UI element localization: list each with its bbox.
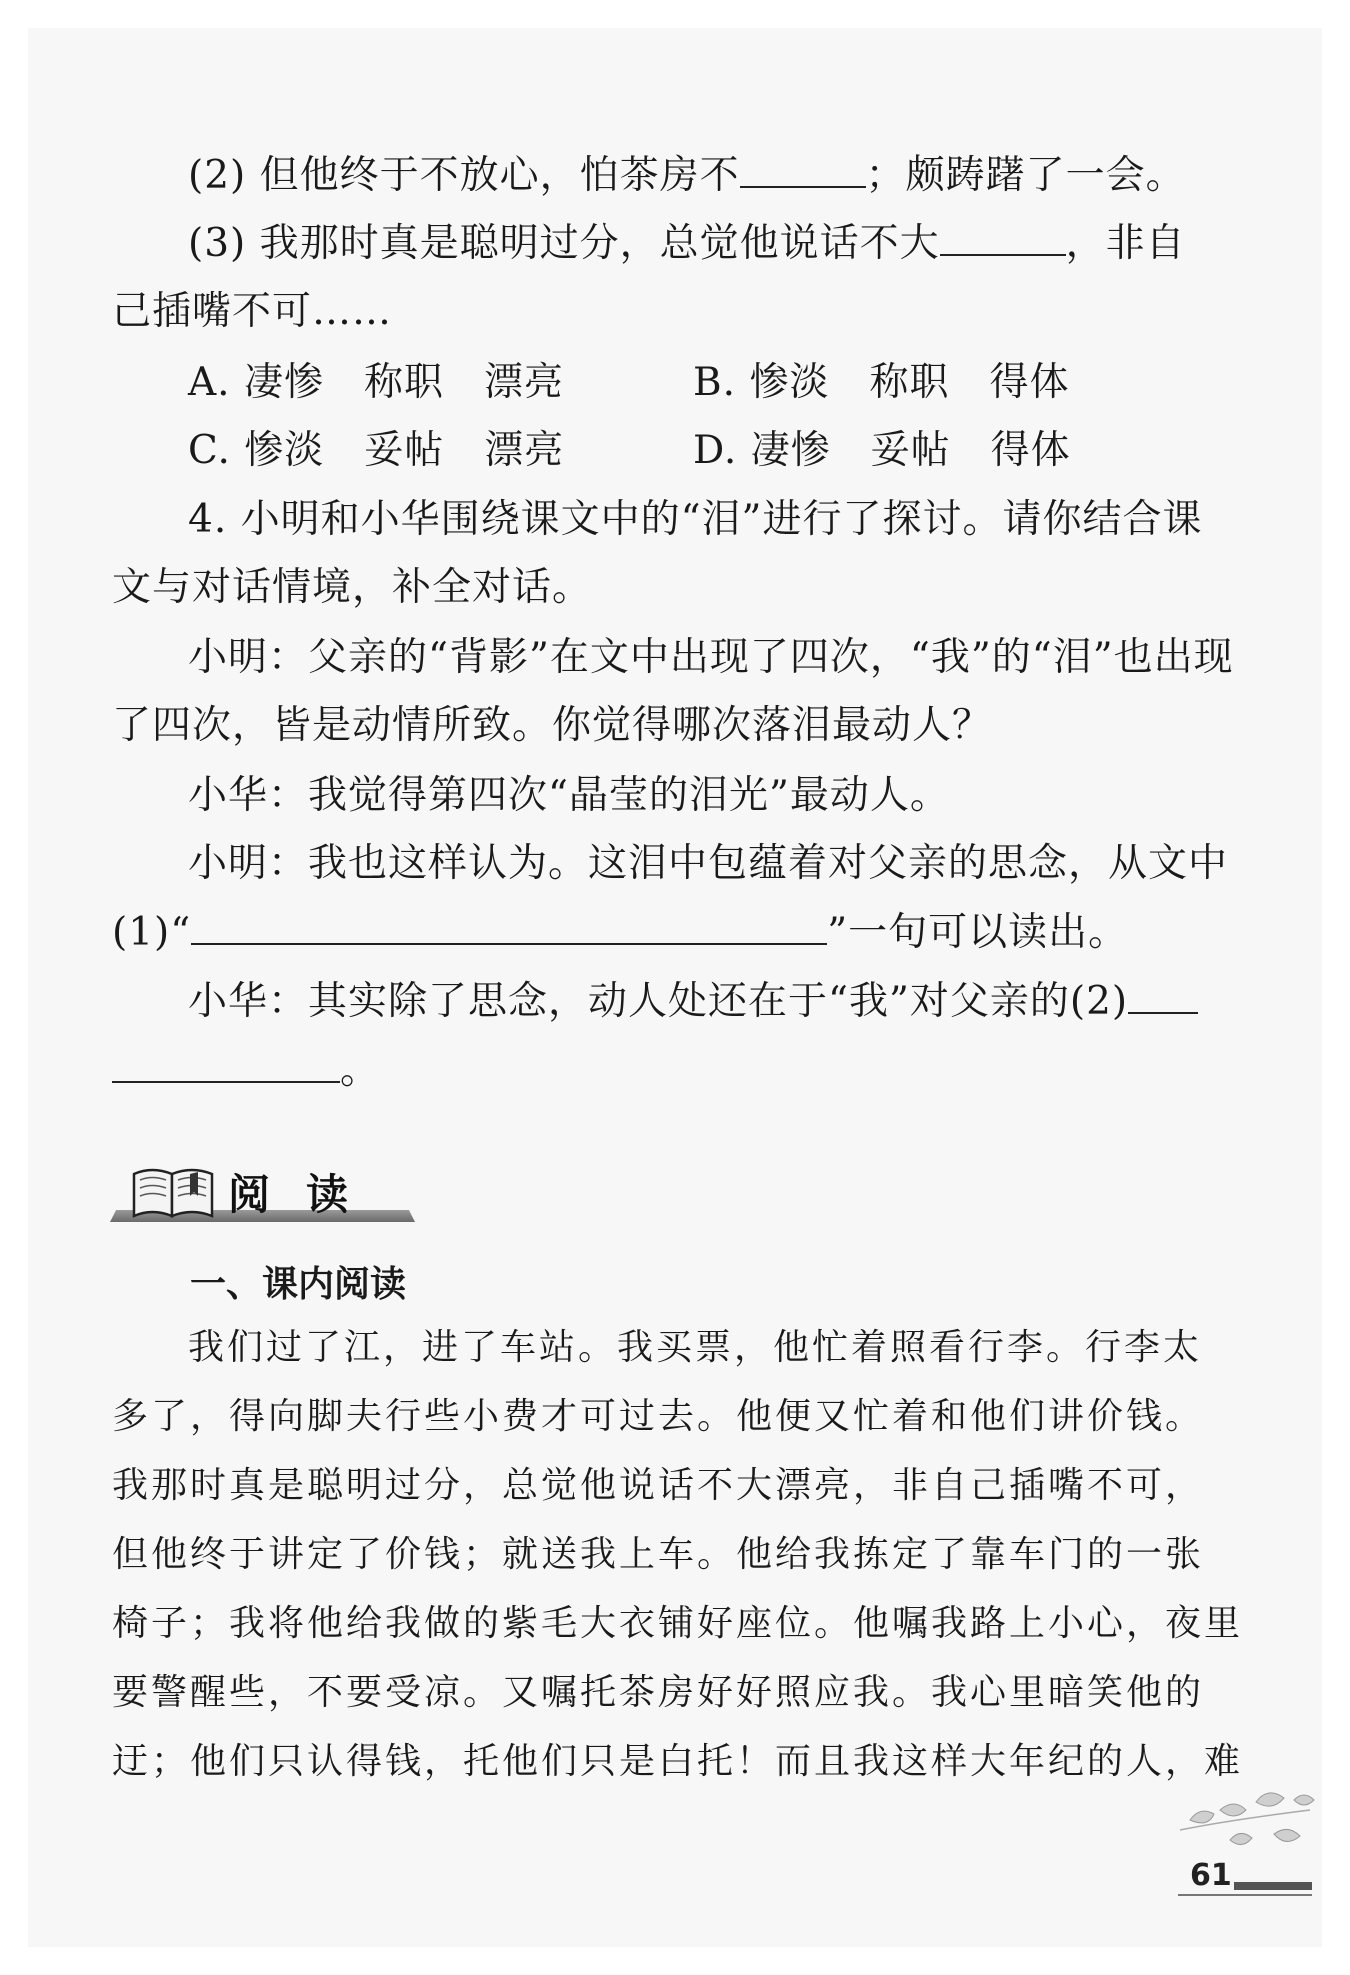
- passage-line: 椅子；我将他给我做的紫毛大衣铺好座位。他嘱我路上小心，夜里: [112, 1603, 1244, 1644]
- q3-item3: [188, 218, 1186, 270]
- q3-item3-prefix: (3) 我那时真是聪明过分，总觉他说话不大: [188, 221, 940, 266]
- dialog-line-6-text: 小华：其实除了思念，动人处还在于“我”对父亲的(2): [188, 979, 1129, 1024]
- answer-blank[interactable]: [191, 909, 827, 945]
- q3-options-row2: [188, 425, 1071, 477]
- answer-blank[interactable]: [940, 220, 1066, 256]
- dialog-line-5-suffix: ”一句可以读出。: [827, 910, 1129, 955]
- q3-item3-continuation: 己插嘴不可……: [112, 289, 393, 334]
- dialog-line-6: [188, 976, 1198, 1028]
- q4-stem-line1: 4. 小明和小华围绕课文中的“泪”进行了探讨。请你结合课: [188, 497, 1203, 542]
- q4-stem-line2: 文与对话情境，补全对话。: [112, 565, 593, 610]
- passage-line: 要警醒些，不要受凉。又嘱托茶房好好照应我。我心里暗笑他的: [112, 1672, 1205, 1713]
- open-book-icon: [130, 1166, 216, 1218]
- dialog-line-4: 小明：我也这样认为。这泪中包蕴着对父亲的思念，从文中: [188, 841, 1229, 886]
- dialog-line-5: [112, 907, 1128, 959]
- passage-line: 我那时真是聪明过分，总觉他说话不大漂亮，非自己插嘴不可，: [112, 1465, 1205, 1506]
- dialog-line-3: 小华：我觉得第四次“晶莹的泪光”最动人。: [188, 773, 950, 818]
- section-title: 阅读: [228, 1170, 385, 1219]
- dialog-line-5-prefix: (1)“: [112, 910, 192, 955]
- dialog-line-7-suffix: 。: [340, 1048, 381, 1093]
- option-a[interactable]: A. 凄惨 称职 漂亮: [188, 360, 564, 405]
- answer-blank[interactable]: [740, 152, 866, 188]
- option-b[interactable]: B. 惨淡 称职 得体: [693, 360, 1070, 405]
- q3-item3-suffix: ，非自: [1065, 221, 1186, 266]
- q3-item2-suffix: ；颇踌躇了一会。: [865, 153, 1186, 198]
- option-d[interactable]: D. 凄惨 妥帖 得体: [693, 428, 1071, 473]
- page-number-bar: [1234, 1882, 1312, 1890]
- dialog-line-7: [112, 1045, 380, 1097]
- passage-line: 迂；他们只认得钱，托他们只是白托！而且我这样大年纪的人，难: [112, 1741, 1244, 1782]
- answer-blank[interactable]: [1128, 978, 1198, 1014]
- page-number: 61: [1190, 1858, 1232, 1893]
- passage-line: 我们过了江，进了车站。我买票，他忙着照看行李。行李太: [188, 1327, 1203, 1368]
- q3-options-row1: [188, 357, 1069, 409]
- answer-blank[interactable]: [112, 1047, 340, 1083]
- option-c[interactable]: C. 惨淡 妥帖 漂亮: [188, 428, 565, 473]
- page-number-rule: [1178, 1894, 1312, 1896]
- dialog-line-1: 小明：父亲的“背影”在文中出现了四次，“我”的“泪”也出现: [188, 635, 1234, 680]
- passage-line: 但他终于讲定了价钱；就送我上车。他给我拣定了靠车门的一张: [112, 1534, 1205, 1575]
- dialog-line-2: 了四次，皆是动情所致。你觉得哪次落泪最动人？: [112, 703, 993, 748]
- section-header-reading: [110, 1160, 415, 1228]
- q3-item2: [188, 150, 1186, 202]
- q3-item2-prefix: (2) 但他终于不放心，怕茶房不: [188, 153, 740, 198]
- subheading-in-class-reading: 一、课内阅读: [190, 1264, 407, 1305]
- leaf-ornament-icon: [1170, 1780, 1320, 1870]
- passage-line: 多了，得向脚夫行些小费才可过去。他便又忙着和他们讲价钱。: [112, 1396, 1205, 1437]
